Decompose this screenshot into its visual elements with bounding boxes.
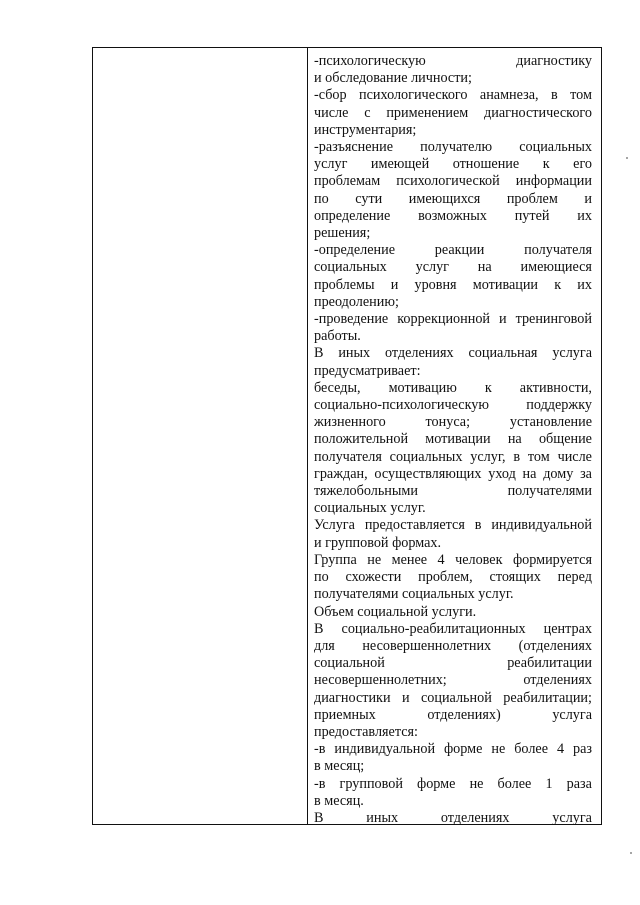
word: В [314, 345, 324, 362]
text-line [314, 810, 592, 827]
word: социальной [314, 655, 385, 672]
word: на [507, 431, 522, 448]
text-line: инструментария; [314, 121, 417, 138]
word: его [573, 156, 592, 173]
text-line: предусматривает: [314, 362, 421, 379]
text-line [314, 397, 592, 414]
word: не [491, 741, 506, 758]
word: В [314, 620, 324, 637]
text-line [314, 105, 592, 122]
word: перед [557, 569, 592, 586]
word: социальной [420, 689, 492, 706]
word: центрах [543, 620, 592, 637]
word: несовершеннолетних; [314, 672, 447, 689]
word: и [401, 689, 410, 706]
word: индивидуальной [491, 517, 592, 534]
text-line [314, 156, 592, 173]
text-line: преодолению; [314, 293, 399, 310]
word: несовершеннолетних [362, 637, 492, 654]
text-line [314, 466, 592, 483]
text-line: получателями социальных услуг. [314, 586, 514, 603]
word: социальных [389, 448, 463, 465]
word: граждан, [314, 465, 368, 482]
word: том [570, 87, 592, 104]
text-line [314, 741, 592, 758]
word: в [551, 87, 558, 104]
word: групповой [339, 775, 403, 792]
word: возможных [418, 207, 487, 224]
text-line [314, 672, 592, 689]
word: не [367, 551, 382, 568]
text-line: и групповой формах. [314, 534, 442, 551]
text-line: Объем социальной услуги. [314, 603, 477, 620]
word: -определение [314, 242, 395, 259]
text-line [314, 707, 592, 724]
word: иных [338, 345, 371, 362]
word: более [514, 741, 549, 758]
word: 1 [545, 775, 553, 792]
text-line [314, 449, 592, 466]
text-line: социальных услуг. [314, 500, 426, 517]
word: тренинговой [515, 311, 592, 328]
word: -в [314, 775, 326, 792]
word: мотивации [472, 276, 539, 293]
word: социально-реабилитационных [341, 620, 526, 637]
word: (отделениях [518, 637, 592, 654]
word: тонуса; [425, 414, 471, 431]
text-line: решения; [314, 225, 371, 242]
word: Группа [314, 551, 357, 568]
word: Услуга [314, 517, 355, 534]
text-line [314, 173, 592, 190]
word: и [499, 311, 507, 328]
word: менее [391, 551, 428, 568]
text-line [314, 345, 592, 362]
word: приемных [314, 706, 376, 723]
word: к [484, 379, 492, 396]
word: установление [509, 414, 592, 431]
word: уход [488, 465, 516, 482]
word: услуга [552, 809, 592, 826]
word: и [390, 276, 399, 293]
word: реабилитации [507, 655, 592, 672]
text-line [314, 242, 592, 259]
text-line [314, 87, 592, 104]
word: -проведение [314, 311, 389, 328]
word: для [314, 637, 335, 654]
text-line [314, 483, 592, 500]
word: диагностику [516, 53, 592, 69]
text-line: в месяц; [314, 758, 365, 775]
text-line [314, 311, 592, 328]
word: форме [443, 741, 483, 758]
word: услуга [552, 345, 592, 362]
word: диагностики [314, 689, 391, 706]
word: активности, [519, 379, 592, 396]
word: проблем, [418, 569, 473, 586]
word: раза [566, 775, 592, 792]
word: психологической [396, 173, 500, 190]
word: и [584, 190, 592, 207]
table-cell-description [314, 53, 592, 827]
word: получателями [507, 483, 592, 500]
word: путей [514, 207, 550, 224]
text-line [314, 139, 592, 156]
word: отделениях [385, 345, 454, 362]
word: диагностического [484, 104, 592, 121]
word: психологического [359, 87, 468, 104]
word: их [577, 207, 592, 224]
text-line [314, 53, 592, 70]
word: по [314, 190, 329, 207]
word: анамнеза, [479, 87, 539, 104]
word: информации [515, 173, 592, 190]
scan-mark [630, 852, 632, 854]
scan-mark [626, 157, 628, 159]
word: к [554, 276, 562, 293]
word: 4 [437, 551, 445, 568]
word: к [542, 156, 550, 173]
text-line [314, 431, 592, 448]
word: услуг [415, 259, 449, 276]
word: по [314, 569, 329, 586]
text-line: предоставляется: [314, 723, 418, 740]
word: реакции [434, 242, 485, 259]
word: поддержку [526, 397, 592, 414]
word: отделениях [440, 809, 510, 826]
word: -психологическую [314, 53, 426, 69]
word: применением [386, 104, 469, 121]
word: предоставляется [364, 517, 465, 534]
word: том [527, 448, 550, 465]
word: сути [355, 190, 383, 207]
text-line [314, 277, 592, 294]
word: уровня [414, 276, 457, 293]
word: социальных [314, 259, 387, 276]
word: формируется [512, 551, 592, 568]
word: получателя [314, 448, 382, 465]
text-line [314, 621, 592, 638]
word: услуг [314, 156, 348, 173]
word: В [314, 809, 324, 826]
word: в [513, 448, 521, 465]
text-line [314, 776, 592, 793]
word: с [364, 104, 371, 121]
word: -в [314, 741, 326, 758]
word: за [580, 465, 592, 482]
word: -разъяснение [314, 139, 394, 156]
word: стоящих [489, 569, 541, 586]
word: социальных [519, 139, 592, 156]
word: общение [538, 431, 592, 448]
word: беседы, [314, 379, 361, 396]
word: имеющиеся [520, 259, 592, 276]
word: положительной [314, 431, 409, 448]
word: отношение [452, 156, 520, 173]
text-line [314, 569, 592, 586]
word: не [469, 775, 484, 792]
text-line [314, 638, 592, 655]
word: человек [455, 551, 503, 568]
word: -сбор [314, 87, 347, 104]
text-line [314, 552, 592, 569]
word: более [497, 775, 532, 792]
word: на [477, 259, 492, 276]
word: мотивации [425, 431, 491, 448]
word: определение [314, 207, 391, 224]
word: 4 [556, 741, 565, 758]
text-line [314, 191, 592, 208]
word: имеющихся [408, 190, 481, 207]
word: услуг, [470, 448, 506, 465]
word: жизненного [314, 414, 386, 431]
word: индивидуальной [334, 741, 436, 758]
table-column-divider [307, 48, 308, 824]
word: числе [314, 104, 349, 121]
word: имеющей [370, 156, 430, 173]
word: осуществляющих [374, 465, 482, 482]
word: проблемы [314, 276, 375, 293]
document-table [92, 47, 602, 825]
word: проблем [506, 190, 558, 207]
word: получателя [524, 242, 592, 259]
word: дому [543, 465, 574, 482]
word: иных [366, 809, 399, 826]
word: схожести [345, 569, 402, 586]
text-line [314, 208, 592, 225]
text-line [314, 259, 592, 276]
word: числе [557, 448, 592, 465]
word: раз [572, 741, 592, 758]
word: мотивацию [388, 379, 457, 396]
word: реабилитации; [503, 689, 592, 706]
word: проблемам [314, 173, 381, 190]
word: социально-психологическую [314, 397, 489, 414]
word: отделениях [523, 672, 592, 689]
text-line [314, 414, 592, 431]
word: услуга [552, 706, 592, 723]
word: отделениях) [427, 706, 501, 723]
word: получателю [420, 139, 493, 156]
text-line: в месяц. [314, 792, 364, 809]
word: на [522, 465, 537, 482]
word: форме [417, 775, 456, 792]
word: коррекционной [397, 311, 491, 328]
text-line [314, 690, 592, 707]
text-line [314, 380, 592, 397]
word: их [577, 276, 592, 293]
word: в [474, 517, 482, 534]
text-line: и обследование личности; [314, 70, 472, 87]
text-line [314, 517, 592, 534]
word: социальная [468, 345, 538, 362]
word: тяжелобольными [314, 483, 418, 500]
text-line [314, 655, 592, 672]
text-line: работы. [314, 328, 361, 345]
